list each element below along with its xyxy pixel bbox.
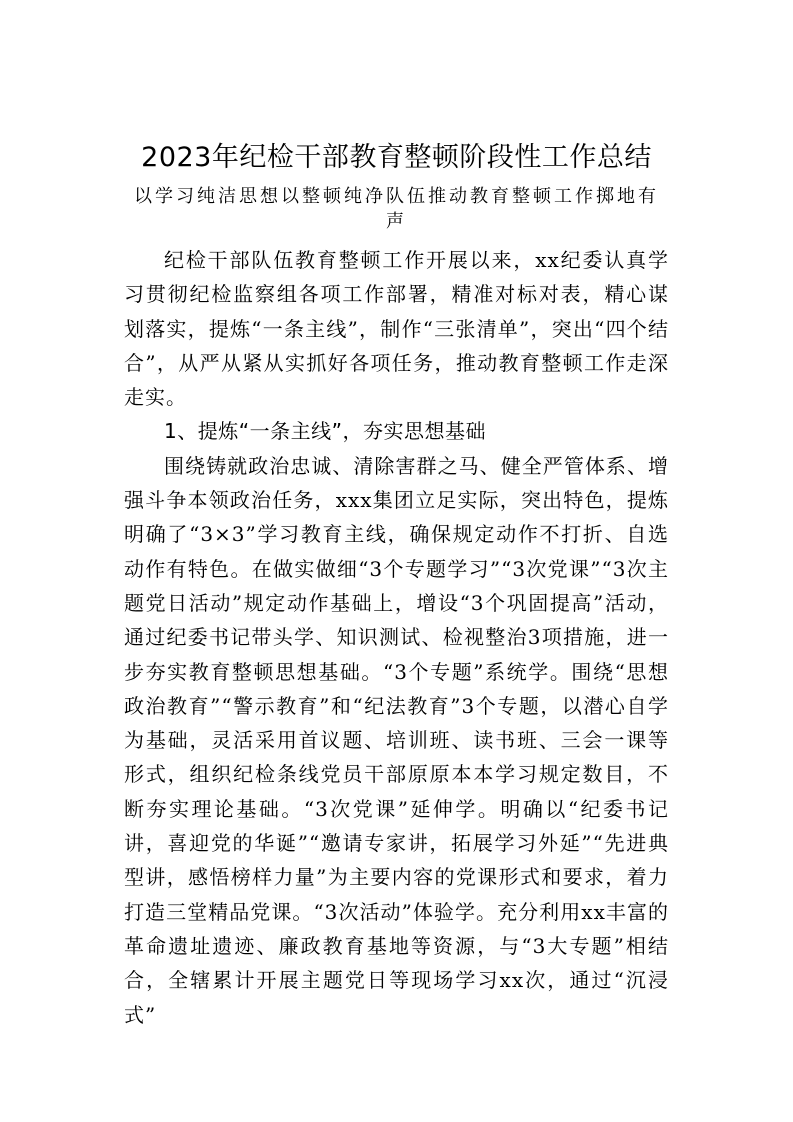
section-heading-1: 1、提炼“一条主线”，夯实思想基础: [164, 419, 486, 444]
document-subtitle: 以学习纯洁思想以整顿纯净队伍推动教育整顿工作掷地有声: [134, 186, 659, 232]
section-1-paragraph: 围绕铸就政治忠诚、清除害群之马、健全严管体系、增强斗争本领政治任务，xxx集团立足实际，突出特色，提炼明确了“3×3”学习教育主线，确保规定动作不打折、自选动作有特色。在做实做细“3个专题学习”“3次党课”“3次主题党日活动”规定动作基础上，增设“3个巩固提高”活动，通过纪委书记带头学、知识测试、检视整治3项措施，进一步夯实教育整顿思想基础。“3个专题”系统学。围绕“思想政治教育”“警示教育”和“纪法教育”3个专题，以潜心自学为基础，灵活采用首议题、培训班、读书班、三会一课等形式，组织纪检条线党员干部原原本本学习规定数目，不断夯实理论基础。“3次党课”延伸学。明确以“纪委书记讲，喜迎党的华诞”“邀请专家讲，拓展学习外延”“先进典型讲，感悟榜样力量”为主要内容的党课形式和要求，着力打造三堂精品党课。“3次活动”体验学。充分利用xx丰富的革命遗址遗迹、廉政教育基地等资源，与“3大专题”相结合，全辖累计开展主题党日等现场学习xx次，通过“沉浸式”: [124, 453, 669, 1027]
intro-paragraph: 纪检干部队伍教育整顿工作开展以来，xx纪委认真学习贯彻纪检监察组各项工作部署，精准对标对表，精心谋划落实，提炼“一条主线”，制作“三张清单”，突出“四个结合”，从严从紧从实抓好各项任务，推动教育整顿工作走深走实。: [124, 248, 669, 410]
document-title: 2023年纪检干部教育整顿阶段性工作总结: [141, 142, 652, 173]
